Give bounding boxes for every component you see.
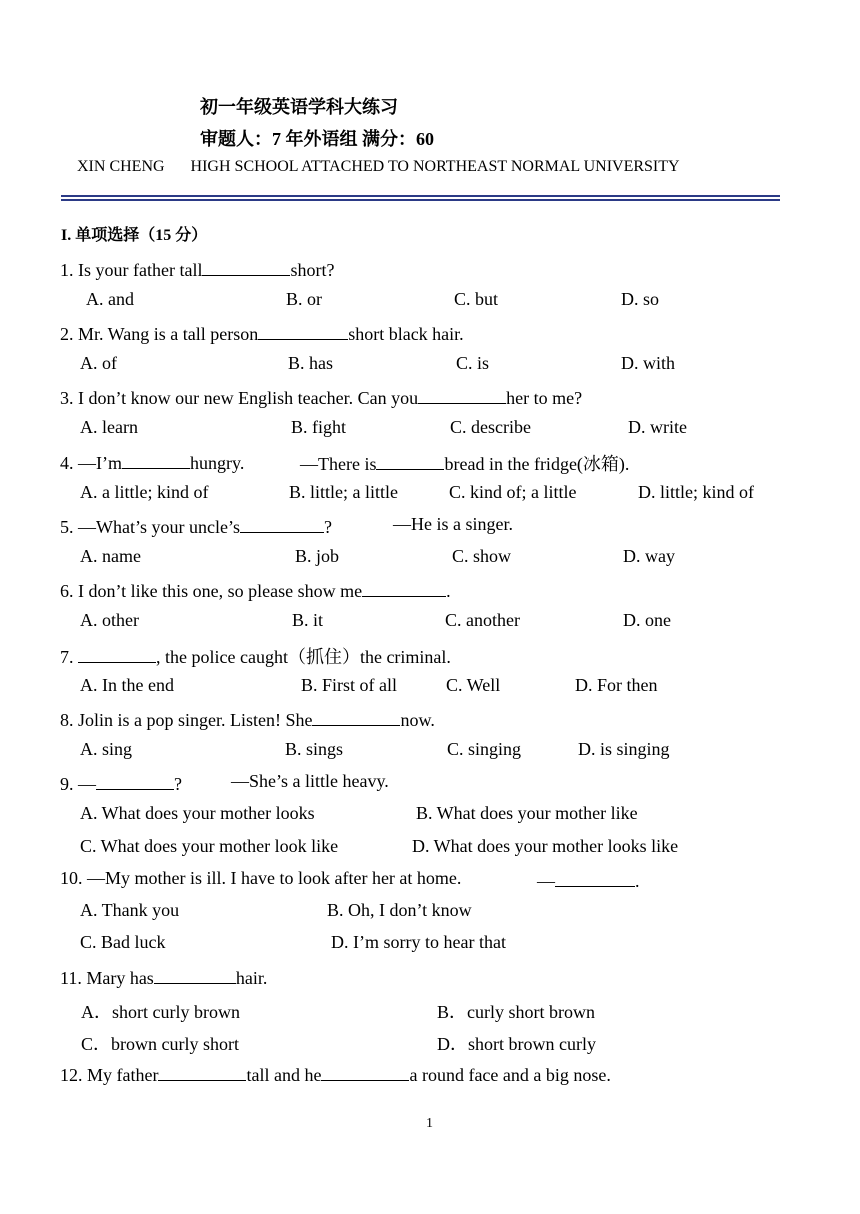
option-a: A. of	[80, 353, 117, 373]
question-text: short?	[290, 260, 335, 280]
option-a: A. a little; kind of	[80, 482, 209, 502]
answer-blank	[78, 644, 156, 663]
question-6	[60, 578, 451, 602]
question-4	[60, 450, 244, 474]
answer-blank	[321, 1062, 409, 1081]
option-b: B. fight	[291, 417, 347, 437]
question-text: 3. I don’t know our new English teacher. Can you	[60, 388, 419, 408]
question-text: 6. I don’t like this one, so please show me	[60, 581, 363, 601]
question-text: 5. —What’s your uncle’s	[60, 517, 240, 537]
question-text: ?	[323, 517, 332, 537]
answer-blank	[418, 385, 506, 404]
option-c: C. singing	[447, 739, 522, 759]
answer-blank	[362, 578, 446, 597]
exam-subtitle: 审题人：7 年外语组 满分：60	[200, 129, 434, 149]
option-a: A. other	[80, 610, 139, 630]
question-9	[60, 771, 182, 795]
option-a: A. In the end	[80, 675, 174, 695]
exam-title: 初一年级英语学科大练习	[200, 97, 398, 117]
question-text: , the police caught（抓住）the criminal.	[156, 647, 451, 667]
option-b: B. job	[295, 546, 340, 566]
option-a: A. name	[80, 546, 141, 566]
option-c: C. What does your mother look like	[80, 836, 339, 856]
option-b: B. First of all	[301, 675, 398, 695]
option-d: D. with	[621, 353, 675, 373]
question-text: hair.	[235, 968, 268, 988]
question-text: 1. Is your father tall	[60, 260, 203, 280]
header-rule-top	[61, 195, 780, 197]
question-text: short black hair.	[348, 324, 464, 344]
header-rule-bottom	[61, 199, 780, 201]
question-9-reply: —She’s a little heavy.	[231, 771, 389, 791]
question-1	[60, 257, 334, 281]
option-d: D．short brown curly	[437, 1034, 596, 1054]
option-c: C. another	[445, 610, 520, 630]
answer-blank	[154, 965, 236, 984]
question-text: tall and he	[246, 1065, 322, 1085]
option-d: D. For then	[575, 675, 658, 695]
option-d: D. way	[623, 546, 675, 566]
question-text: bread in the fridge(冰箱).	[444, 454, 630, 474]
option-c: C. Bad luck	[80, 932, 166, 952]
option-c: C. Well	[446, 675, 501, 695]
option-b: B. Oh, I don’t know	[327, 900, 472, 920]
answer-blank	[240, 514, 324, 533]
option-d: D. What does your mother looks like	[412, 836, 679, 856]
question-8	[60, 707, 435, 731]
answer-blank	[122, 450, 190, 469]
question-12	[60, 1062, 611, 1086]
question-text: 12. My father	[60, 1065, 159, 1085]
question-4-reply	[300, 450, 629, 476]
option-b: B. or	[286, 289, 322, 309]
option-c: C. kind of; a little	[449, 482, 577, 502]
question-text: 11. Mary has	[60, 968, 154, 988]
question-text: 8. Jolin is a pop singer. Listen! She	[60, 710, 313, 730]
question-10: 10. —My mother is ill. I have to look after her at home.	[60, 868, 462, 888]
answer-blank	[96, 771, 174, 790]
option-a: A. sing	[80, 739, 133, 759]
answer-blank	[555, 868, 635, 887]
section-title: I. 单项选择（15 分）	[61, 227, 208, 244]
question-text: a round face and a big nose.	[409, 1065, 611, 1085]
answer-blank	[202, 257, 290, 276]
option-b: B. has	[288, 353, 333, 373]
question-text: 7.	[60, 647, 74, 667]
question-3	[60, 385, 582, 409]
option-d: D. one	[623, 610, 671, 630]
answer-blank	[376, 451, 444, 470]
option-c: C．brown curly short	[81, 1034, 239, 1054]
option-d: D. write	[628, 417, 687, 437]
question-text: .	[446, 581, 451, 601]
option-b: B．curly short brown	[437, 1002, 595, 1022]
question-2	[60, 321, 464, 345]
option-d: D. is singing	[578, 739, 670, 759]
question-7	[60, 643, 451, 669]
question-text: her to me?	[506, 388, 583, 408]
question-text: hungry.	[190, 453, 245, 473]
question-text: ?	[174, 774, 182, 794]
option-c: C. show	[452, 546, 512, 566]
question-text: now.	[400, 710, 435, 730]
answer-blank	[158, 1062, 246, 1081]
option-a: A. and	[86, 289, 134, 309]
question-text: 4. —I’m	[60, 453, 122, 473]
answer-blank	[312, 707, 400, 726]
option-a: A. What does your mother looks	[80, 803, 315, 823]
option-b: B. little; a little	[289, 482, 398, 502]
question-text: 9. —	[60, 774, 96, 794]
question-text: 2. Mr. Wang is a tall person	[60, 324, 259, 344]
question-11	[60, 965, 267, 989]
page-number: 1	[426, 1116, 433, 1131]
option-b: B. it	[292, 610, 324, 630]
option-a: A. learn	[80, 417, 138, 437]
option-c: C. is	[456, 353, 490, 373]
school-name-left: XIN CHENG	[77, 158, 165, 175]
school-name-right: HIGH SCHOOL ATTACHED TO NORTHEAST NORMAL UNIVERSITY	[190, 158, 680, 175]
option-c: C. but	[454, 289, 499, 309]
answer-blank	[258, 321, 348, 340]
school-name	[77, 158, 680, 176]
option-a: A. Thank you	[80, 900, 180, 920]
option-d: D. little; kind of	[638, 482, 754, 502]
option-b: B. What does your mother like	[416, 803, 638, 823]
option-a: A．short curly brown	[81, 1002, 240, 1022]
question-text: —There is	[300, 454, 377, 474]
question-5	[60, 514, 332, 538]
question-5-reply: —He is a singer.	[393, 514, 513, 534]
question-text: .	[635, 871, 640, 891]
option-d: D. I’m sorry to hear that	[331, 932, 506, 952]
option-d: D. so	[621, 289, 660, 309]
option-c: C. describe	[450, 417, 531, 437]
question-10-reply	[537, 868, 640, 892]
question-text: —	[537, 871, 555, 891]
option-b: B. sings	[285, 739, 344, 759]
